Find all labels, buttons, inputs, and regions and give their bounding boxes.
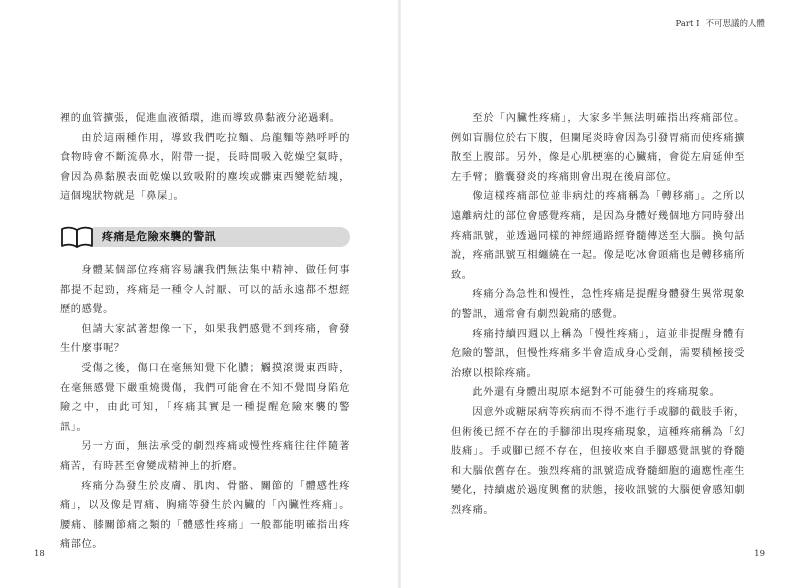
- section-heading: [60, 224, 350, 250]
- paragraph: 由於這兩種作用，導致我們吃拉麵、烏龍麵等熱呼呼的食物時會不斷流鼻水，附帶一提，長時間吸入乾燥空氣時，會因為鼻黏膜表面乾燥以致吸附的塵埃或髒東西變乾結塊，這個塊狀物就是「鼻屎」。: [60, 132, 350, 203]
- header-chapter: 不可思議的人體: [705, 19, 765, 29]
- paragraph: 疼痛分為發生於皮膚、肌肉、骨骼、關節的「體感性疼痛」，以及像是胃痛、胸痛等發生於內臟的「內臟性疼痛」。腰痛、膝關節痛之類的「體感性疼痛」一般都能明確指出疼痛部位。: [60, 480, 350, 551]
- paragraph: 裡的血管擴張，促進血液循環，進而導致鼻黏液分泌過剩。: [60, 113, 341, 124]
- paragraph: 疼痛分為急性和慢性，急性疼痛是提醒身體發生異常現象的警訊，通常會有劇烈銳痛的感覺。: [451, 289, 745, 320]
- right-page: [400, 0, 799, 588]
- paragraph: 身體某個部位疼痛容易讓我們無法集中精神、做任何事都提不起勁，疼痛是一種令人討厭、可以的話永遠都不想經歷的感覺。: [60, 265, 350, 316]
- left-body-text: [60, 261, 350, 555]
- right-body-text: [451, 109, 745, 520]
- left-intro-text: [60, 109, 350, 207]
- section-title: 疼痛是危險來襲的警訊: [102, 230, 216, 243]
- running-header: [676, 17, 765, 29]
- paragraph: 此外還有身體出現原本絕對不可能發生的疼痛現象。: [472, 387, 721, 399]
- paragraph: 另一方面，無法承受的劇烈疼痛或慢性疼痛往往伴隨著痛苦，有時甚至會變成精神上的折磨。: [60, 441, 350, 472]
- paragraph: 疼痛持續四週以上稱為「慢性疼痛」，這並非提醒身體有危險的警訊，但慢性疼痛多半會造成身心受創，需要積極接受治療以根除疼痛。: [451, 328, 745, 379]
- paragraph: 但請大家試著想像一下，如果我們感覺不到疼痛，會發生什麼事呢？: [60, 323, 350, 355]
- paragraph: 至於「內臟性疼痛」，大家多半無法明確指出疼痛部位。例如盲腸位於右下腹，但闌尾炎時會因為引發胃痛而使疼痛擴散至上腹部。另外，像是心肌梗塞的心臟痛，會從左肩延伸至左手臂；膽囊發炎的疼痛則會出現在後肩部位。: [451, 113, 745, 183]
- paragraph: 因意外或糖尿病等疾病而不得不進行手或腳的截肢手術，但術後已經不存在的手腳卻出現疼痛現象，這種疼痛稱為「幻肢痛」。手或腳已經不存在，但接收來自手腳感覺訊號的脊髓和大腦依舊存在。強烈疼痛的訊號造成脊髓細胞的適應性產生變化，持續處於過度興奮的狀態，接收訊號的大腦便會感知劇烈疼痛。: [451, 406, 745, 516]
- open-book-icon: [60, 224, 94, 250]
- page-number-left: 18: [34, 549, 45, 559]
- left-page: [0, 0, 399, 588]
- paragraph: 像這樣疼痛部位並非病灶的疼痛稱為「轉移痛」。之所以遠離病灶的部位會感覺疼痛，是因為身體好幾個地方同時發出疼痛訊號，並透過同樣的神經通路經脊髓傳送至大腦。換句話說，疼痛訊號互相纏繞在一起。像是吃冰會頭痛也是轉移痛所致。: [451, 191, 745, 281]
- header-part: Part I: [675, 19, 700, 29]
- paragraph: 受傷之後，傷口在毫無知覺下化膿；觸摸滾燙東西時，在毫無感覺下嚴重燒燙傷，我們可能會在不知不覺間身陷危險之中，由此可知，「疼痛其實是一種提醒危險來襲的警訊」。: [60, 362, 350, 433]
- page-number-right: 19: [754, 549, 765, 559]
